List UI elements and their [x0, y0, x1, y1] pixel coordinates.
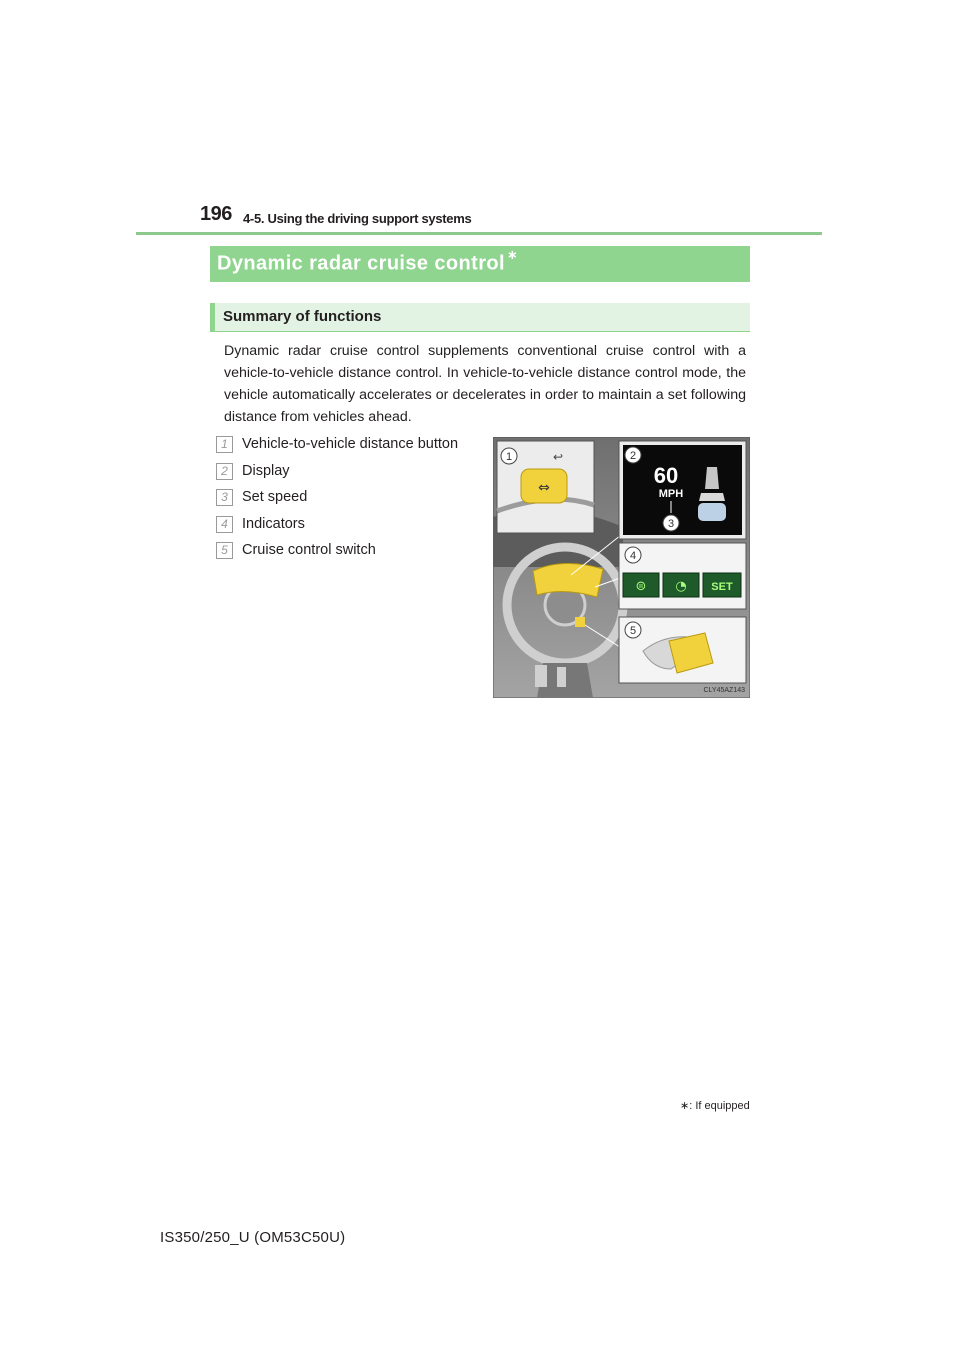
callout-marker-4	[625, 547, 641, 563]
distance-button-icon: ⇔	[538, 480, 550, 496]
radar-cruise-icon: ⊜	[635, 579, 647, 594]
callout-marker-3	[663, 515, 679, 531]
subsection-bar	[210, 303, 750, 332]
subsection-underline	[215, 331, 750, 332]
callout-4-label: 4	[629, 550, 637, 562]
indicator-set-label: SET	[711, 581, 733, 593]
callout-marker-2	[625, 447, 641, 463]
item-number: 2	[216, 463, 233, 480]
item-label: Indicators	[242, 516, 305, 532]
speedometer-icon: ◔	[675, 579, 687, 594]
item-number: 5	[216, 542, 233, 559]
section-title: 4-5. Using the driving support systems	[243, 211, 472, 226]
intro-paragraph: Dynamic radar cruise control supplements conventional cruise control with a vehicle-to-vehicle distance control. In vehicle-to-vehicle distance control mode, the vehicle automatically accelerates or decelerates in order to maintain a set following distance from vehicles ahead.	[224, 343, 746, 425]
return-arrow-icon: ↩	[553, 450, 564, 464]
distance-bars	[705, 467, 719, 489]
callout-2-label: 2	[629, 450, 637, 462]
cockpit-illustration	[493, 437, 750, 698]
item-number: 3	[216, 489, 233, 506]
figure-code: CLY45AZ143	[703, 687, 745, 694]
pedal	[557, 667, 566, 687]
callout-5-label: 5	[629, 625, 637, 637]
callout-1-label: 1	[505, 451, 513, 463]
footnote-text: : If equipped	[689, 1100, 750, 1112]
list-item	[216, 513, 305, 535]
item-label: Set speed	[242, 489, 308, 505]
callout-3-label: 3	[667, 518, 675, 530]
item-label: Cruise control switch	[242, 542, 376, 558]
set-speed-value: 60	[653, 463, 679, 488]
list-item	[216, 539, 376, 561]
page-title-text: Dynamic radar cruise control	[217, 252, 505, 275]
page-number: 196	[200, 203, 232, 225]
subsection-heading: Summary of functions	[223, 308, 382, 325]
item-label: Vehicle-to-vehicle distance button	[242, 436, 459, 452]
callout-marker-5	[625, 622, 641, 638]
if-equipped-marker: ∗	[506, 247, 519, 262]
car-icon	[698, 503, 726, 521]
list-item	[216, 486, 307, 508]
header-divider	[136, 232, 822, 235]
title-bar	[210, 246, 750, 282]
callout-marker-1	[501, 448, 517, 464]
list-item	[216, 433, 458, 455]
page-title	[217, 247, 519, 276]
distance-bars	[699, 493, 725, 501]
footnote	[680, 1099, 750, 1112]
highlight-cluster	[533, 563, 603, 597]
footnote-marker: ∗	[680, 1100, 690, 1112]
highlight-switch	[575, 617, 585, 627]
list-item	[216, 460, 290, 482]
model-code: IS350/250_U (OM53C50U)	[160, 1229, 346, 1246]
speed-unit: MPH	[658, 488, 684, 500]
item-number: 4	[216, 516, 233, 533]
item-label: Display	[242, 463, 290, 479]
pedal	[535, 665, 547, 687]
item-number: 1	[216, 436, 233, 453]
